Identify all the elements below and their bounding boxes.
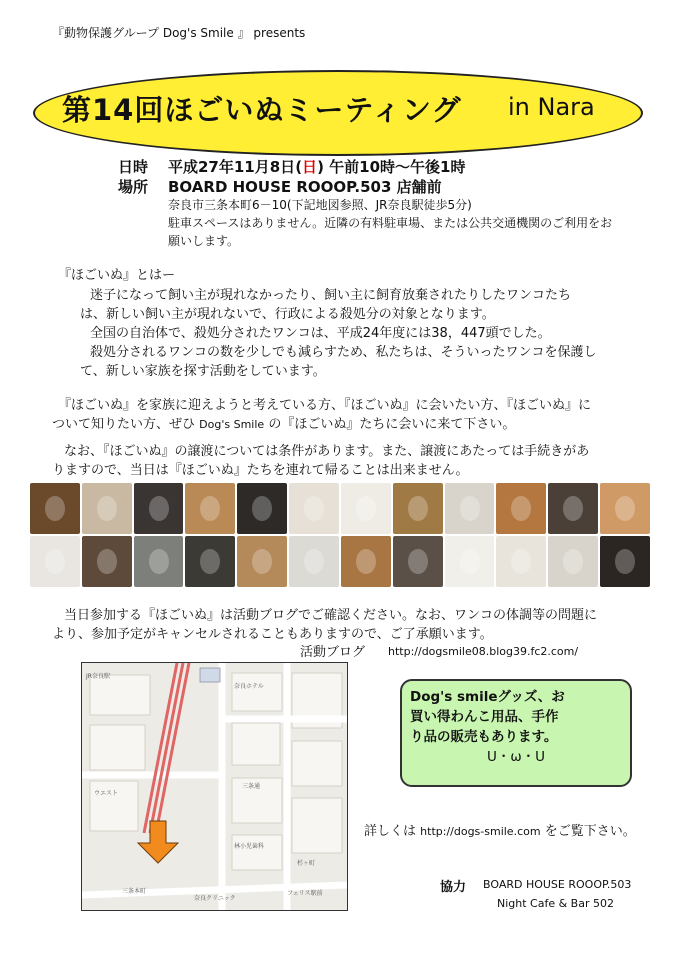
- blog-label: 活動ブログ: [300, 645, 366, 660]
- details-url[interactable]: http://dogs-smile.com: [420, 825, 541, 838]
- about-line-3: 全国の自治体で、殺処分されたワンコは、平成24年度には38，447頭でした。: [90, 326, 551, 341]
- dog-photo: [134, 483, 184, 534]
- dog-photo: [445, 483, 495, 534]
- cooperation-line-2: Night Cafe & Bar 502: [497, 897, 614, 910]
- invite-line-2a: ついて知りたい方、ぜひ: [52, 417, 196, 432]
- details-line: [364, 822, 636, 841]
- invite-line-2c: の『ほごいぬ』たちに会いに来て下さい。: [268, 417, 516, 432]
- about-line-1: 迷子になって飼い主が現れなかったり、飼い主に飼育放棄されたりしたワンコたち: [90, 288, 572, 303]
- dog-photo: [600, 536, 650, 587]
- dog-photo: [185, 483, 235, 534]
- notice-line-1: なお、『ほごいぬ』の譲渡については条件があります。また、譲渡にあたっては手続きがあ: [64, 444, 590, 459]
- dog-photo: [393, 483, 443, 534]
- blog-url[interactable]: http://dogsmile08.blog39.fc2.com/: [388, 645, 579, 658]
- about-line-4: 殺処分されるワンコの数を少しでも減らすため、私たちは、そういったワンコを保護し: [90, 345, 597, 360]
- map-label-street: 三条本町: [122, 888, 147, 895]
- dog-photo: [548, 483, 598, 534]
- blog-line-1: 当日参加する『ほごいぬ』は活動ブログでご確認ください。なお、ワンコの体調等の問題に: [64, 608, 598, 623]
- details-suffix: をご覧下さい。: [544, 824, 636, 839]
- notice-line-2: りますので、当日は『ほごいぬ』たちを連れて帰ることは出来ません。: [52, 463, 469, 478]
- date-paren-open: (: [295, 158, 303, 176]
- dog-photo: [134, 536, 184, 587]
- date-label: 日時: [118, 158, 149, 176]
- invite-line-2: [52, 415, 515, 434]
- map-label-sanjo: 三条通: [242, 783, 261, 790]
- map-label-district: 杉ヶ町: [297, 860, 316, 867]
- goods-notice-box: [400, 679, 632, 787]
- about-line-5: て、新しい家族を探す活動をしています。: [80, 364, 326, 379]
- dog-photo: [600, 483, 650, 534]
- dog-photo: [289, 483, 339, 534]
- goods-line-3: り品の販売もあります。: [410, 729, 558, 745]
- dog-photo: [496, 536, 546, 587]
- dog-photo: [82, 536, 132, 587]
- dog-photo: [237, 483, 287, 534]
- dog-photo: [30, 536, 80, 587]
- dog-photo: [289, 536, 339, 587]
- cooperation-label: 協力: [440, 880, 467, 895]
- about-line-2: は、新しい飼い主が現れないで、行政による殺処分の対象となります。: [80, 307, 495, 322]
- dog-photo: [548, 536, 598, 587]
- map-label-west: ウエスト: [94, 790, 119, 797]
- parking-note-2: 願いします。: [168, 234, 240, 248]
- parking-note-1: 駐車スペースはありません。近隣の有料駐車場、または公共交通機関のご利用をお: [168, 216, 613, 230]
- event-subtitle: in Nara: [508, 93, 595, 121]
- dog-photo: [237, 536, 287, 587]
- weekday: 日: [302, 158, 318, 176]
- goods-line-2: 買い得わんこ用品、手作: [410, 709, 559, 725]
- about-heading: 『ほごいぬ』とはー: [58, 268, 176, 283]
- dog-photo: [445, 536, 495, 587]
- cooperation-line-1: BOARD HOUSE ROOOP.503: [483, 878, 632, 891]
- map-label-station: JR奈良駅: [86, 673, 110, 680]
- goods-face: U・ω・U: [486, 749, 546, 765]
- place-value: BOARD HOUSE ROOOP.503 店舗前: [168, 178, 442, 196]
- dog-photo: [185, 536, 235, 587]
- dog-photo: [341, 536, 391, 587]
- blog-line-2: より、参加予定がキャンセルされることもありますので、ご了承願います。: [52, 627, 493, 642]
- details-prefix: 詳しくは: [364, 824, 417, 839]
- presenter-line: 『動物保護グループ Dog's Smile 』 presents: [52, 26, 306, 40]
- map-graphic: [82, 663, 347, 910]
- time-text: 午前10時～午後1時: [329, 158, 466, 176]
- map-label-dental: 林小児歯科: [234, 843, 265, 850]
- map-label-hotel: 奈良ホテル: [234, 683, 264, 690]
- dog-photo: [30, 483, 80, 534]
- place-label: 場所: [118, 178, 149, 196]
- address: 奈良市三条本町6－10(下記地図参照、JR奈良駅徒歩5分): [168, 198, 472, 212]
- dog-photo: [341, 483, 391, 534]
- dog-photo: [496, 483, 546, 534]
- date-text: 平成27年11月8日: [168, 158, 296, 176]
- date-paren-close: ): [317, 158, 324, 176]
- dog-photo: [393, 536, 443, 587]
- dog-photo: [82, 483, 132, 534]
- event-title: 第14回ほごいぬミーティング: [62, 93, 462, 127]
- area-map: [81, 662, 348, 911]
- date-value: [168, 156, 465, 177]
- invite-line-1: 『ほごいぬ』を家族に迎えようと考えている方、『ほごいぬ』に会いたい方、『ほごいぬ』に: [58, 398, 592, 413]
- invite-brand: Dog's Smile: [199, 418, 265, 431]
- map-label-ferris: フェリス駅前: [287, 890, 323, 897]
- dog-photo-strip: [30, 483, 650, 587]
- map-label-clinic: 奈良クリニック: [194, 895, 236, 902]
- goods-line-1: Dog's smileグッズ、お: [410, 689, 565, 705]
